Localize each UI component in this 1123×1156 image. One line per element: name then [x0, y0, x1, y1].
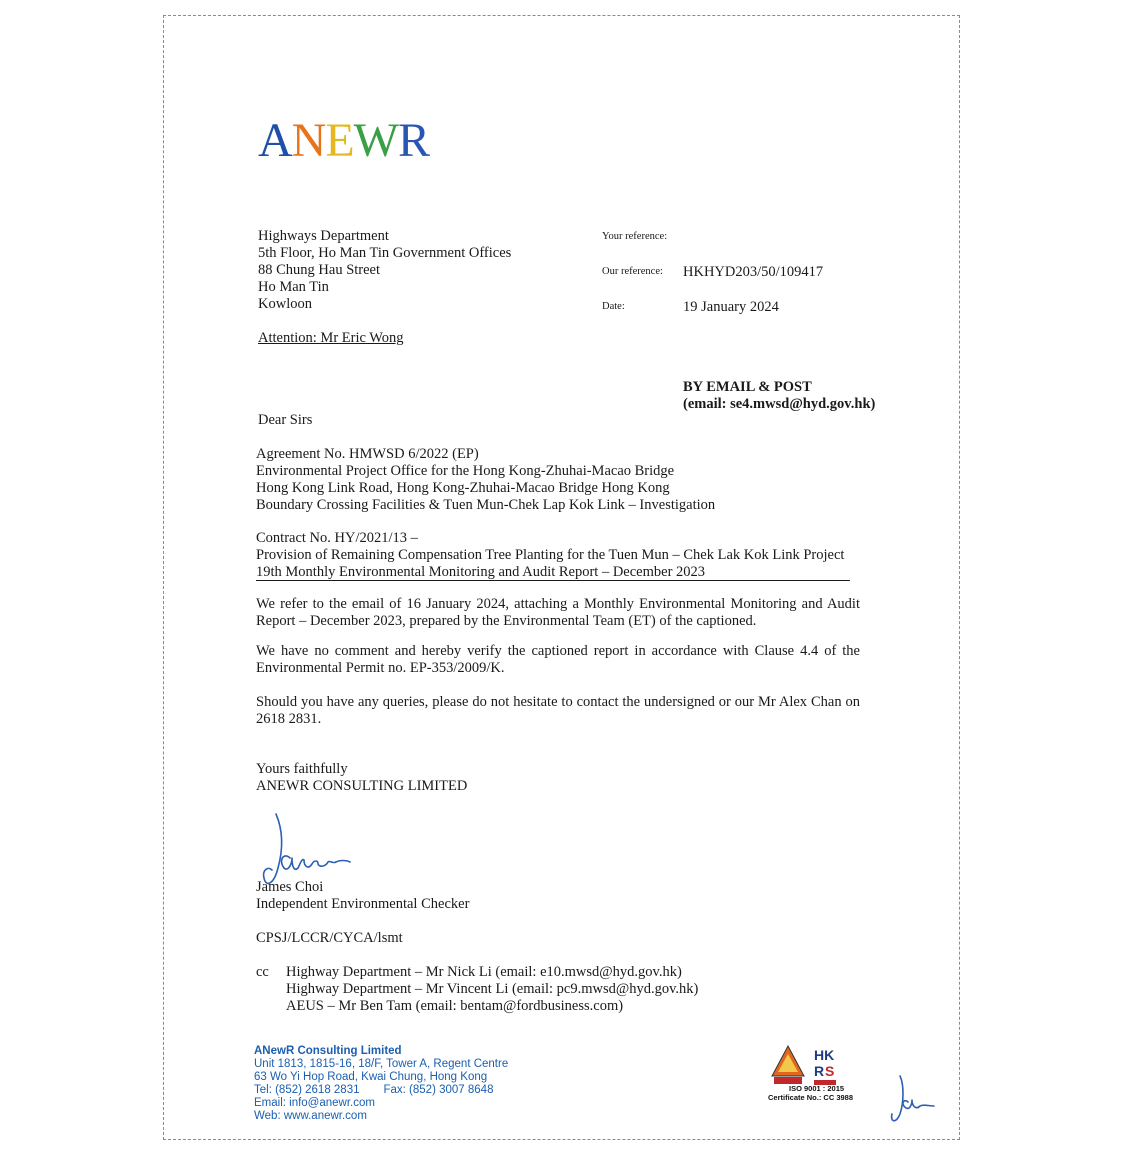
- delivery-method: BY EMAIL & POST: [683, 379, 812, 395]
- attention-line: Attention: Mr Eric Wong: [258, 330, 404, 346]
- logo-letter: R: [397, 114, 429, 167]
- date-label: Date:: [602, 301, 625, 312]
- company-logo: [258, 116, 429, 166]
- signatory: [256, 879, 469, 913]
- cc-line: AEUS – Mr Ben Tam (email: bentam@fordbusiness.com): [286, 998, 624, 1014]
- logo-letter: A: [258, 114, 292, 167]
- svg-text:HK: HK: [814, 1047, 835, 1063]
- reference-initials: CPSJ/LCCR/CYCA/lsmt: [256, 930, 403, 946]
- cc-line: Highway Department – Mr Vincent Li (email: pc9.mwsd@hyd.gov.hk): [286, 981, 699, 997]
- subject-line: 19th Monthly Environmental Monitoring and Audit Report – December 2023: [256, 564, 706, 580]
- recipient-address: [258, 228, 511, 313]
- signatory-title: Independent Environmental Checker: [256, 896, 470, 912]
- your-reference-label: Your reference:: [602, 231, 668, 242]
- svg-text:R: R: [814, 1063, 825, 1079]
- subject-line: Provision of Remaining Compensation Tree Planting for the Tuen Mun – Chek Lak Kok Link Project: [256, 547, 845, 563]
- subject-line: Environmental Project Office for the Hong Kong-Zhuhai-Macao Bridge: [256, 463, 675, 479]
- footer-web: Web: www.anewr.com: [254, 1110, 367, 1122]
- footer-address: [254, 1045, 508, 1123]
- address-line: Ho Man Tin: [258, 279, 329, 295]
- address-line: Highways Department: [258, 228, 389, 244]
- footer-tel: Tel: (852) 2618 2831: [254, 1084, 360, 1096]
- subject-line: Agreement No. HMWSD 6/2022 (EP): [256, 446, 479, 462]
- subject-agreement: [256, 446, 715, 514]
- subject-line: Boundary Crossing Facilities & Tuen Mun-Chek Lap Kok Link – Investigation: [256, 497, 716, 513]
- iso-text: ISO 9001 : 2015: [789, 1084, 845, 1093]
- footer-email: Email: info@anewr.com: [254, 1097, 375, 1109]
- body-paragraph: We have no comment and hereby verify the captioned report in accordance with Clause 4.4 of the Environmental Permit no. EP-353/2009/K.: [256, 643, 860, 676]
- cc-line: Highway Department – Mr Nick Li (email: e10.mwsd@hyd.gov.hk): [286, 964, 682, 980]
- body-paragraph: We refer to the email of 16 January 2024, attaching a Monthly Environmental Monitoring and Audit Report – December 2023, prepared by the Environmental Team (ET) of the captioned.: [256, 596, 860, 629]
- cc-label: cc: [256, 964, 269, 980]
- address-line: 88 Chung Hau Street: [258, 262, 381, 278]
- body-paragraph: Should you have any queries, please do not hesitate to contact the undersigned or our Mr Alex Chan on 2618 2831.: [256, 694, 860, 727]
- address-line: Kowloon: [258, 296, 312, 312]
- logo-letter: W: [353, 114, 398, 167]
- footer-address-line: 63 Wo Yi Hop Road, Kwai Chung, Hong Kong: [254, 1071, 488, 1083]
- closing-line: ANEWR CONSULTING LIMITED: [256, 778, 468, 794]
- initials-mark: [886, 1072, 938, 1132]
- our-reference-label: Our reference:: [602, 266, 663, 277]
- address-line: 5th Floor, Ho Man Tin Government Offices: [258, 245, 512, 261]
- subject-line: Contract No. HY/2021/13 –: [256, 530, 418, 546]
- closing-line: Yours faithfully: [256, 761, 348, 777]
- footer-phone-fax: [254, 1084, 508, 1097]
- footer-address-line: Unit 1813, 1815-16, 18/F, Tower A, Regent Centre: [254, 1058, 509, 1070]
- subject-line: Hong Kong Link Road, Hong Kong-Zhuhai-Macao Bridge Hong Kong: [256, 480, 670, 496]
- svg-text:S: S: [825, 1063, 835, 1079]
- delivery-email: (email: se4.mwsd@hyd.gov.hk): [683, 396, 876, 412]
- logo-letter: E: [325, 114, 354, 167]
- certificate-number: Certificate No.: CC 3988: [768, 1093, 854, 1102]
- letter-page: [163, 15, 960, 1140]
- subject-contract: [256, 530, 844, 581]
- logo-letter: N: [291, 114, 326, 167]
- date-value: 19 January 2024: [683, 299, 779, 315]
- signatory-name: James Choi: [256, 879, 324, 895]
- salutation: Dear Sirs: [258, 412, 313, 428]
- footer-fax: Fax: (852) 3007 8648: [383, 1084, 494, 1096]
- footer-company: ANewR Consulting Limited: [254, 1045, 402, 1057]
- cc-list: [286, 964, 698, 1015]
- our-reference-value: HKHYD203/50/109417: [683, 264, 824, 280]
- closing: [256, 761, 467, 795]
- subject-underline: [256, 580, 850, 581]
